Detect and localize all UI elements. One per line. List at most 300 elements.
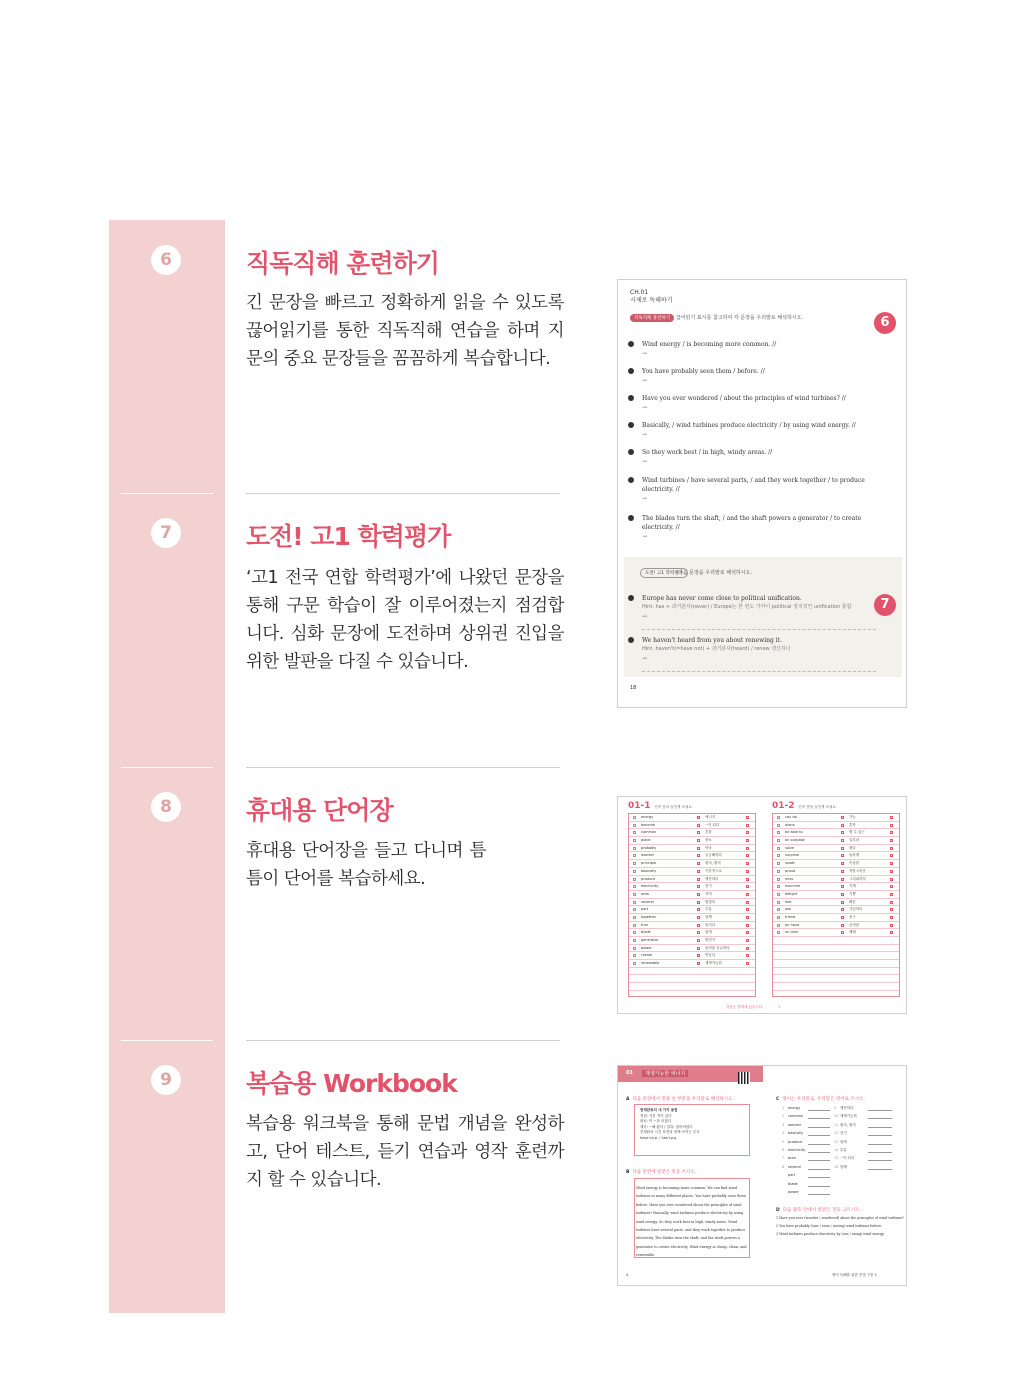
vocab-row bbox=[773, 922, 899, 930]
vocab-word: surprise bbox=[785, 853, 800, 858]
callout-badge-6: 6 bbox=[874, 312, 896, 334]
checkbox-icon bbox=[746, 916, 749, 919]
checkbox-icon bbox=[697, 885, 700, 888]
vocab-test-row bbox=[782, 1114, 900, 1121]
checkbox-icon bbox=[633, 839, 636, 842]
vocab-meaning: 가입하다 bbox=[849, 907, 863, 912]
checkbox-icon bbox=[777, 901, 780, 904]
checkbox-icon bbox=[633, 847, 636, 850]
checkbox-icon bbox=[777, 847, 780, 850]
checkbox-icon bbox=[697, 908, 700, 911]
checkbox-icon bbox=[633, 901, 636, 904]
answer-blank bbox=[808, 1110, 830, 1111]
checkbox-icon bbox=[697, 939, 700, 942]
item-number: 1 bbox=[782, 1106, 785, 1110]
strip-divider bbox=[121, 1040, 213, 1041]
checkbox-icon bbox=[697, 924, 700, 927]
section-b-label: B 다음 빈칸에 알맞은 말을 쓰시오. bbox=[626, 1170, 697, 1175]
checkbox-icon bbox=[633, 924, 636, 927]
checkbox-icon bbox=[746, 824, 749, 827]
vocab-meaning: 몇몇의 bbox=[705, 899, 716, 904]
checkbox-icon bbox=[777, 924, 780, 927]
vocab-row bbox=[629, 968, 755, 976]
section-number-9: 9 bbox=[151, 1065, 181, 1095]
checkbox-icon bbox=[777, 831, 780, 834]
vocab-meaning: 아마 bbox=[705, 845, 712, 850]
checkbox-icon bbox=[746, 947, 749, 950]
vocab-word: create bbox=[641, 953, 653, 958]
vocab-meaning: 속상한 bbox=[849, 861, 860, 866]
checkbox-icon bbox=[777, 916, 780, 919]
vocab-word: power bbox=[641, 945, 652, 950]
section-divider bbox=[246, 767, 560, 768]
checkbox-icon bbox=[890, 831, 893, 834]
vocab-meaning: 동력을 공급하다 bbox=[705, 945, 730, 950]
checkbox-icon bbox=[633, 947, 636, 950]
checkbox-icon bbox=[697, 839, 700, 842]
sentence-item: The blades turn the shaft, / and the shaft powers a generator / to create electricity. // → bbox=[642, 514, 872, 541]
test-word: produce bbox=[788, 1139, 803, 1144]
item-number: 5 bbox=[782, 1139, 785, 1144]
checkbox-icon bbox=[890, 901, 893, 904]
answer-blank bbox=[808, 1186, 830, 1187]
vocab-word: join bbox=[785, 907, 792, 912]
checkbox-icon bbox=[633, 831, 636, 834]
vocab-test-row bbox=[782, 1173, 900, 1180]
vocab-word: miss bbox=[785, 876, 794, 881]
test-meaning: 함께 bbox=[840, 1164, 847, 1169]
vocab-word: can do bbox=[785, 815, 797, 819]
test-meaning: 생산하다 bbox=[840, 1106, 854, 1110]
answer-blank bbox=[868, 1135, 892, 1136]
vocab-word: on hand bbox=[785, 922, 800, 927]
vocab-test-row bbox=[782, 1156, 900, 1163]
test-meaning: 원리, 원칙 bbox=[840, 1122, 856, 1127]
challenge-item: We haven't heard from you about renewing it. Hint. haven't(=have not) + 과거분사(heard) / renew 갱신하다 → bbox=[642, 636, 872, 663]
vocab-meaning: 발전기 bbox=[705, 938, 716, 942]
checkbox-icon bbox=[697, 916, 700, 919]
checkbox-icon bbox=[777, 908, 780, 911]
vocab-row bbox=[629, 899, 755, 907]
sentence-item: Wind turbines / have several parts, / and they work together / to produce electricity. // → bbox=[642, 476, 872, 503]
checkbox-icon bbox=[697, 931, 700, 934]
sentence-item: So they work best / in high, windy areas. // → bbox=[642, 448, 872, 466]
checkbox-icon bbox=[777, 854, 780, 857]
checkbox-icon bbox=[746, 870, 749, 873]
vocab-word: friend bbox=[785, 914, 796, 919]
answer-blank bbox=[808, 1135, 830, 1136]
checkbox-icon bbox=[746, 885, 749, 888]
vocab-word: proud bbox=[785, 868, 796, 873]
vocab-row bbox=[629, 975, 755, 983]
vocab-row bbox=[629, 983, 755, 991]
checkbox-icon bbox=[697, 962, 700, 965]
vocab-meaning: 생산하다 bbox=[705, 876, 719, 881]
vocab-meaning: 풀다 bbox=[849, 845, 856, 850]
checkbox-icon bbox=[841, 854, 844, 857]
vocab-word: probably bbox=[641, 845, 657, 850]
vocab-row bbox=[773, 814, 899, 822]
vocab-row bbox=[773, 868, 899, 876]
unit-title: 재생가능한 에너지 bbox=[642, 1070, 688, 1077]
sentence-item: Basically, / wind turbines produce electricity / by using wind energy. // → bbox=[642, 421, 872, 439]
test-word: wonder bbox=[788, 1122, 802, 1127]
vocab-word: common bbox=[641, 830, 657, 835]
checkbox-icon bbox=[697, 847, 700, 850]
vocab-meaning: 부분 bbox=[705, 907, 712, 912]
vocab-test-row bbox=[782, 1165, 900, 1172]
vocab-test-row bbox=[782, 1140, 900, 1147]
item-number: 13 bbox=[834, 1139, 839, 1144]
vocab-word: delight bbox=[785, 891, 798, 896]
section-title-7: 도전! 고1 학력평가 bbox=[246, 522, 451, 551]
vocab-row bbox=[773, 891, 899, 899]
sentence-item: Wind energy / is becoming more common. // → bbox=[642, 340, 872, 358]
checkbox-icon bbox=[633, 870, 636, 873]
section-title-6: 직독직해 훈련하기 bbox=[246, 249, 439, 278]
checkbox-icon bbox=[633, 824, 636, 827]
vocab-row bbox=[773, 937, 899, 945]
choice-item: 2 You have probably (saw / seen / seeing) wind turbines before. bbox=[776, 1224, 883, 1228]
checkbox-icon bbox=[697, 831, 700, 834]
vocab-row bbox=[773, 860, 899, 868]
checkbox-icon bbox=[777, 931, 780, 934]
vocab-meaning: 가능 bbox=[849, 815, 856, 819]
checkbox-icon bbox=[777, 816, 780, 819]
section-title-9: 복습용 Workbook bbox=[246, 1069, 457, 1098]
section-desc-8: 휴대용 단어장을 들고 다니며 틈틈이 단어를 복습하세요. bbox=[246, 841, 486, 889]
section-c-label: C 영어는 우리말로, 우리말은 영어로 쓰시오. bbox=[776, 1097, 865, 1102]
checkbox-icon bbox=[841, 816, 844, 819]
item-number: 11 bbox=[834, 1122, 839, 1127]
challenge-tag: 도전! 고1 학력평가 bbox=[640, 568, 688, 578]
checkbox-icon bbox=[746, 831, 749, 834]
checkbox-icon bbox=[890, 878, 893, 881]
checkbox-icon bbox=[841, 924, 844, 927]
test-word: energy bbox=[788, 1106, 801, 1110]
checkbox-icon bbox=[777, 870, 780, 873]
qr-code-icon bbox=[738, 1072, 750, 1084]
checkbox-icon bbox=[697, 901, 700, 904]
vocab-row bbox=[773, 952, 899, 960]
checkbox-icon bbox=[633, 854, 636, 857]
vocab-word: part bbox=[641, 907, 649, 912]
vocab-meaning: 궁금해하다 bbox=[705, 853, 722, 858]
checkbox-icon bbox=[841, 839, 844, 842]
answer-blank bbox=[808, 1194, 830, 1195]
checkbox-icon bbox=[633, 939, 636, 942]
vocab-row bbox=[773, 906, 899, 914]
vocab-test-row bbox=[782, 1123, 900, 1130]
checkbox-icon bbox=[841, 931, 844, 934]
vocab-row bbox=[773, 929, 899, 937]
checkbox-icon bbox=[633, 878, 636, 881]
item-number: 2 bbox=[782, 1114, 785, 1119]
checkbox-icon bbox=[746, 862, 749, 865]
answer-blank bbox=[868, 1152, 892, 1153]
vocab-meaning: 재생가능한 bbox=[705, 961, 722, 966]
item-number: 14 bbox=[834, 1148, 839, 1152]
vocab-meaning: ~이 되다 bbox=[705, 822, 720, 827]
checkbox-icon bbox=[777, 839, 780, 842]
vocab-heading: 01-2 단어 뜻을 알맞게 쓰세요. bbox=[772, 801, 837, 811]
section-number-8: 8 bbox=[151, 792, 181, 822]
vocab-word: machine bbox=[785, 884, 801, 889]
vocab-row bbox=[773, 837, 899, 845]
checkbox-icon bbox=[841, 870, 844, 873]
vocab-test-row bbox=[782, 1106, 900, 1113]
checkbox-icon bbox=[890, 824, 893, 827]
answer-blank bbox=[868, 1144, 892, 1145]
answer-blank bbox=[808, 1160, 830, 1161]
vocab-list bbox=[628, 813, 756, 997]
workbook-thumbnail bbox=[617, 1065, 907, 1286]
unit-number: 01 bbox=[626, 1070, 633, 1076]
checkbox-icon bbox=[746, 939, 749, 942]
checkbox-icon bbox=[697, 947, 700, 950]
vocab-column-right bbox=[772, 801, 900, 997]
vocab-meaning: 날개 bbox=[705, 930, 712, 935]
choice-item: 1 Have you ever (wonder / wondered) about the principles of wind turbines? bbox=[776, 1216, 905, 1220]
vocab-row bbox=[773, 822, 899, 830]
checkbox-icon bbox=[746, 908, 749, 911]
section-title-8: 휴대용 단어장 bbox=[246, 796, 393, 825]
checkbox-icon bbox=[697, 954, 700, 957]
checkbox-icon bbox=[890, 931, 893, 934]
test-meaning: 날개 bbox=[840, 1139, 847, 1144]
checkbox-icon bbox=[633, 916, 636, 919]
item-number: 9 bbox=[834, 1106, 837, 1110]
test-meaning: ~이 되다 bbox=[840, 1156, 855, 1161]
vocab-row bbox=[773, 883, 899, 891]
vocab-row bbox=[629, 837, 755, 845]
checkbox-icon bbox=[697, 824, 700, 827]
section-number-6: 6 bbox=[151, 245, 181, 275]
checkbox-icon bbox=[697, 854, 700, 857]
vocab-row bbox=[629, 937, 755, 945]
checkbox-icon bbox=[841, 824, 844, 827]
vocab-word: place bbox=[641, 838, 651, 843]
challenge-item: Europe has never come close to political unification. Hint. has + 과거분사(never) / Europe는 한 번도 가까이 political 정치적인 unification 통합 → bbox=[642, 594, 872, 621]
vocab-word: principle bbox=[641, 861, 657, 866]
checkbox-icon bbox=[746, 839, 749, 842]
checkbox-icon bbox=[777, 893, 780, 896]
checkbox-icon bbox=[746, 924, 749, 927]
test-meaning: 재생가능한 bbox=[840, 1114, 857, 1119]
vocab-meaning: 그리워하다 bbox=[849, 876, 866, 881]
vocab-meaning: 지역 bbox=[705, 891, 712, 896]
checkbox-icon bbox=[890, 893, 893, 896]
vocab-row bbox=[629, 829, 755, 837]
vocab-meaning: 준비된 bbox=[849, 922, 860, 927]
answer-blank bbox=[808, 1127, 830, 1128]
checkbox-icon bbox=[841, 847, 844, 850]
vocab-row bbox=[773, 914, 899, 922]
section-desc-6: 긴 문장을 빠르고 정확하게 읽을 수 있도록 끊어읽기를 통한 직독직해 연습을 하며 지문의 중요 문장들을 꼼꼼하게 복습합니다. bbox=[246, 293, 564, 369]
checkbox-icon bbox=[777, 824, 780, 827]
item-number: 3 bbox=[782, 1122, 785, 1127]
vocab-row bbox=[629, 922, 755, 930]
vocab-word: produce bbox=[641, 876, 656, 881]
checkbox-icon bbox=[890, 854, 893, 857]
answer-blank bbox=[868, 1127, 892, 1128]
checkbox-icon bbox=[777, 885, 780, 888]
vocab-row bbox=[629, 845, 755, 853]
vocab-row bbox=[629, 814, 755, 822]
checkbox-icon bbox=[633, 962, 636, 965]
answer-blank bbox=[808, 1152, 830, 1153]
choice-item: 3 Wind turbines produce electricity by (use / using) wind energy. bbox=[776, 1232, 885, 1236]
checkbox-icon bbox=[890, 839, 893, 842]
answer-blank bbox=[868, 1160, 892, 1161]
section-divider bbox=[246, 1040, 560, 1041]
checkbox-icon bbox=[746, 893, 749, 896]
item-number: 10 bbox=[834, 1114, 839, 1119]
answer-blank bbox=[808, 1118, 830, 1119]
checkbox-icon bbox=[633, 954, 636, 957]
item-number: 8 bbox=[782, 1164, 785, 1169]
vocab-row bbox=[629, 929, 755, 937]
vocab-row bbox=[629, 852, 755, 860]
chapter-subtitle: 시제로 독해하기 bbox=[630, 297, 673, 304]
section-a-label: A 다음 문장에서 밑줄 친 부분을 우리말로 해석하시오. bbox=[626, 1097, 734, 1102]
vocab-row bbox=[629, 960, 755, 968]
vocab-word: on purpose bbox=[785, 838, 805, 843]
vocab-row bbox=[773, 983, 899, 991]
section-number-7: 7 bbox=[151, 518, 181, 548]
checkbox-icon bbox=[633, 862, 636, 865]
vocab-meaning: 자랑스러운 bbox=[849, 868, 866, 873]
checkbox-icon bbox=[841, 893, 844, 896]
checkbox-icon bbox=[746, 931, 749, 934]
vocab-test-row bbox=[782, 1190, 900, 1197]
challenge-instruction: 다음 문장을 우리말로 해석하시오. bbox=[678, 570, 752, 576]
vocab-row bbox=[629, 914, 755, 922]
test-meaning: 전기 bbox=[840, 1131, 847, 1136]
vocab-word: renewable bbox=[641, 961, 660, 966]
vocab-test-row bbox=[782, 1182, 900, 1189]
checkbox-icon bbox=[697, 816, 700, 819]
test-word: common bbox=[788, 1114, 804, 1119]
checkbox-icon bbox=[890, 816, 893, 819]
checkbox-icon bbox=[697, 862, 700, 865]
vocab-row bbox=[773, 945, 899, 953]
vocab-row bbox=[629, 906, 755, 914]
checkbox-icon bbox=[633, 931, 636, 934]
section-d-label: D 다음 괄호 안에서 알맞은 것을 고르시오. bbox=[776, 1208, 861, 1213]
checkbox-icon bbox=[890, 908, 893, 911]
section-divider bbox=[246, 493, 560, 494]
vocab-word: energy bbox=[641, 815, 654, 819]
vocab-meaning: 돌리다 bbox=[705, 922, 716, 927]
chapter-label bbox=[630, 289, 672, 305]
checkbox-icon bbox=[746, 962, 749, 965]
vocab-column-left bbox=[628, 801, 756, 997]
grammar-notes: 현재완료의 네 가지 용법 경험: 가본 적이 있다 완료: 막 ~을 마쳤다 계속: ~해 왔다 / 결과: 잃어버렸다 현재완료 시간 표현과 함께 쓰이는 부사 have+p.p. / has+p.p. bbox=[640, 1108, 700, 1140]
checkbox-icon bbox=[633, 893, 636, 896]
sentence-item: Have you ever wondered / about the principles of wind turbines? // → bbox=[642, 394, 872, 412]
vocab-word: solve bbox=[785, 845, 795, 850]
checkbox-icon bbox=[841, 878, 844, 881]
vocab-row bbox=[773, 876, 899, 884]
test-word: blade bbox=[788, 1181, 798, 1186]
passage-text: Wind energy is becoming more common. We can find wind turbines in many different places. You have probably seen them before. Have you ever wondered about the principles of wind turbines? Basically, wind turbines produce electricity by using wind energy. So they work best in high, windy areas. Wind turbines have several parts, and they work together to produce electricity. The blades turn the shaft, and the shaft powers a generator to create electricity. Wind energy is cheap, clean, and renewable. bbox=[636, 1186, 747, 1258]
reading-page-thumbnail bbox=[617, 279, 907, 708]
checkbox-icon bbox=[746, 854, 749, 857]
vocab-meaning: 장소 bbox=[705, 838, 712, 843]
vocab-meaning: 놀라게 bbox=[849, 853, 860, 858]
vocab-word: be able to bbox=[785, 830, 803, 835]
vocab-word: area bbox=[641, 891, 649, 896]
checkbox-icon bbox=[890, 924, 893, 927]
vocab-test-row bbox=[782, 1131, 900, 1138]
vocab-row bbox=[773, 852, 899, 860]
vocab-word: turn bbox=[641, 922, 649, 927]
vocab-row bbox=[629, 883, 755, 891]
answer-blank bbox=[808, 1169, 830, 1170]
page-number: 18 bbox=[630, 685, 637, 691]
vocab-word: alone bbox=[785, 822, 795, 827]
dashed-divider bbox=[642, 629, 876, 630]
vocab-footer: 정답은 별책에 있습니다. bbox=[726, 1005, 764, 1009]
vocab-meaning: 기본적으로 bbox=[705, 868, 722, 873]
checkbox-icon bbox=[890, 885, 893, 888]
vocab-word: several bbox=[641, 899, 654, 904]
vocab-row bbox=[629, 822, 755, 830]
answer-blank bbox=[868, 1110, 892, 1111]
item-number: 6 bbox=[782, 1148, 785, 1152]
vocabulary-book-thumbnail bbox=[617, 796, 907, 1014]
vocab-meaning: 에너지 bbox=[705, 815, 716, 819]
test-word: basically bbox=[788, 1131, 804, 1136]
vocab-row bbox=[773, 975, 899, 983]
vocab-word: become bbox=[641, 822, 656, 827]
vocab-row bbox=[629, 891, 755, 899]
vocab-word: generator bbox=[641, 938, 659, 942]
vocab-word: wonder bbox=[641, 853, 655, 858]
checkbox-icon bbox=[841, 862, 844, 865]
checkbox-icon bbox=[633, 816, 636, 819]
sentence-item: You have probably seen them / before. // → bbox=[642, 367, 872, 385]
strip-divider bbox=[121, 767, 213, 768]
checkbox-icon bbox=[841, 885, 844, 888]
vocab-row bbox=[773, 845, 899, 853]
vocab-meaning: 기쁨 bbox=[849, 891, 856, 896]
vocab-row bbox=[773, 968, 899, 976]
answer-blank bbox=[808, 1177, 830, 1178]
checkbox-icon bbox=[746, 816, 749, 819]
vocab-row bbox=[629, 945, 755, 953]
vocab-row bbox=[773, 960, 899, 968]
checkbox-icon bbox=[777, 862, 780, 865]
vocab-meaning: 제때 bbox=[849, 930, 856, 935]
exercise-instruction: 끊어읽기 표시를 참고하여 각 문장을 우리말로 해석하시오. bbox=[676, 315, 804, 321]
vocab-word: upset bbox=[785, 861, 795, 866]
checkbox-icon bbox=[746, 878, 749, 881]
checkbox-icon bbox=[633, 885, 636, 888]
vocab-test-row bbox=[782, 1148, 900, 1155]
item-number: 12 bbox=[834, 1131, 839, 1136]
checkbox-icon bbox=[697, 870, 700, 873]
checkbox-icon bbox=[841, 831, 844, 834]
dashed-divider bbox=[642, 671, 876, 672]
vocab-meaning: 전기 bbox=[705, 884, 712, 889]
workbook-footer: 영어 독해를 위한 문법 구문 1 bbox=[832, 1273, 877, 1277]
checkbox-icon bbox=[777, 878, 780, 881]
test-word: several bbox=[788, 1164, 801, 1169]
checkbox-icon bbox=[890, 916, 893, 919]
workbook-page-number: 4 bbox=[626, 1273, 629, 1277]
